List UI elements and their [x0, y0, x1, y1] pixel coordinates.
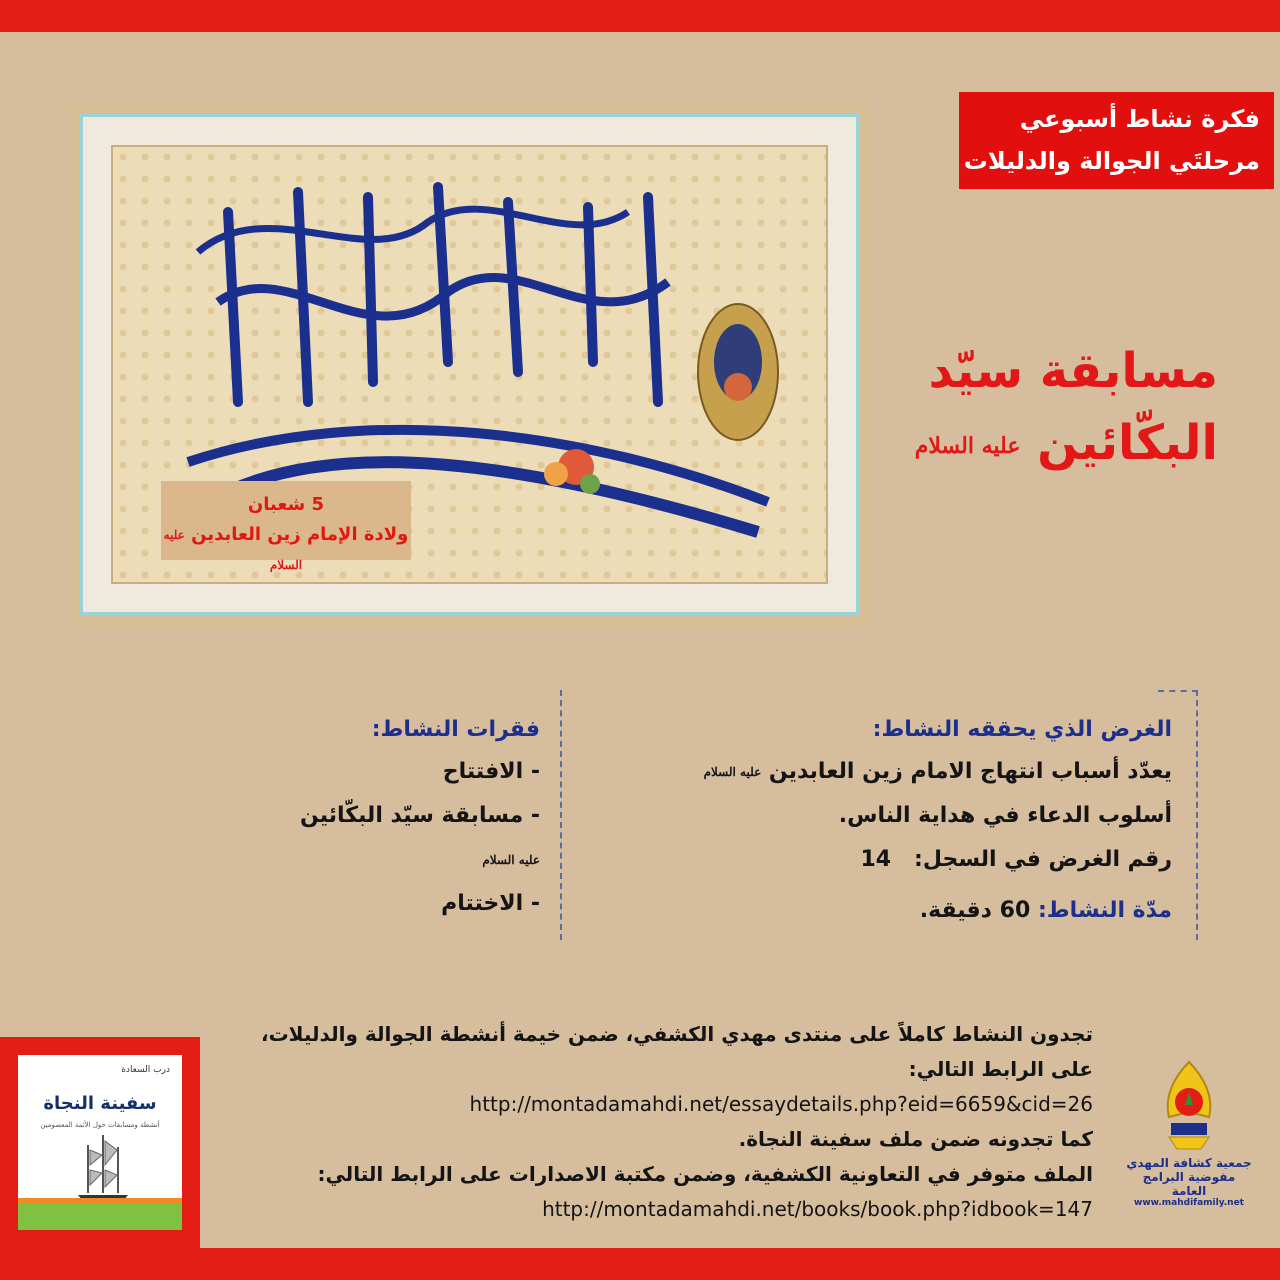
header-line-2: مرحلتَي الجوالة والدليلات	[963, 147, 1260, 175]
title-line-2: البكّائين	[1037, 415, 1218, 471]
info-paragraph	[200, 1017, 1093, 1227]
calligraphy-image	[68, 102, 871, 627]
info-line-1: تجدون النشاط كاملاً على منتدى مهدي الكشفي، ضمن خيمة أنشطة الجوالة والدليلات،	[260, 1022, 1093, 1046]
book-series: درب السعادة	[121, 1065, 170, 1075]
title-honorific: عليه السلام	[914, 433, 1021, 459]
scout-emblem-icon	[1149, 1057, 1229, 1152]
book-cover	[0, 1037, 200, 1248]
items-heading: فقرات النشاط:	[371, 717, 540, 742]
logo-line-2: مفوضية البرامج العامة	[1142, 1170, 1236, 1198]
scouts-logo	[1124, 1057, 1254, 1232]
header-badge	[959, 92, 1274, 189]
duration-value: 60 دقيقة.	[919, 898, 1031, 923]
book-subtitle: أنشطة ومسابقات حول الأئمة المعصومين	[40, 1121, 160, 1129]
header-line-1: فكرة نشاط أسبوعي	[1019, 105, 1260, 133]
purpose-line-1: يعدّد أسباب انتهاج الامام زين العابدين	[768, 759, 1172, 784]
logo-line-1: جمعية كشافة المهدي	[1126, 1156, 1252, 1170]
duration-label: مدّة النشاط:	[1037, 898, 1172, 923]
items-list-item: - الافتتاح	[442, 759, 540, 784]
items-list-item: - مسابقة سيّد البكّائين	[299, 803, 540, 828]
purpose-section	[568, 690, 1198, 940]
purpose-heading: الغرض الذي يحققه النشاط:	[872, 717, 1172, 742]
info-line-3: كما تجدونه ضمن ملف سفينة النجاة.	[738, 1127, 1093, 1151]
top-red-bar	[0, 0, 1280, 32]
card-occasion: ولادة الإمام زين العابدين	[191, 524, 409, 545]
card-date: 5 شعبان	[247, 494, 325, 515]
info-line-4: الملف متوفر في التعاونية الكشفية، وضمن مكتبة الاصدارات على الرابط التالي:	[317, 1162, 1093, 1186]
record-value: 14	[860, 847, 892, 872]
birth-date-card	[161, 481, 411, 572]
book-title: سفينة النجاة	[43, 1093, 157, 1114]
activity-title	[880, 335, 1218, 482]
logo-url: www.mahdifamily.net	[1134, 1198, 1244, 1208]
items-list-item: - الاختتام	[441, 891, 540, 916]
card-honorific: عليه السلام	[163, 528, 303, 572]
library-link[interactable]: http://montadamahdi.net/books/book.php?idbook=147	[542, 1197, 1093, 1221]
info-line-2: على الرابط التالي:	[908, 1057, 1093, 1081]
purpose-honorific: عليه السلام	[703, 765, 762, 779]
bottom-red-bar	[0, 1248, 1280, 1280]
record-label: رقم الغرض في السجل:	[914, 847, 1172, 872]
forum-link[interactable]: http://montadamahdi.net/essaydetails.php?eid=6659&cid=26	[469, 1092, 1093, 1116]
items-section	[300, 690, 562, 940]
purpose-line-2: أسلوب الدعاء في هداية الناس.	[838, 803, 1172, 828]
title-line-1: مسابقة سيّد	[928, 343, 1218, 399]
items-honorific: عليه السلام	[482, 853, 540, 867]
